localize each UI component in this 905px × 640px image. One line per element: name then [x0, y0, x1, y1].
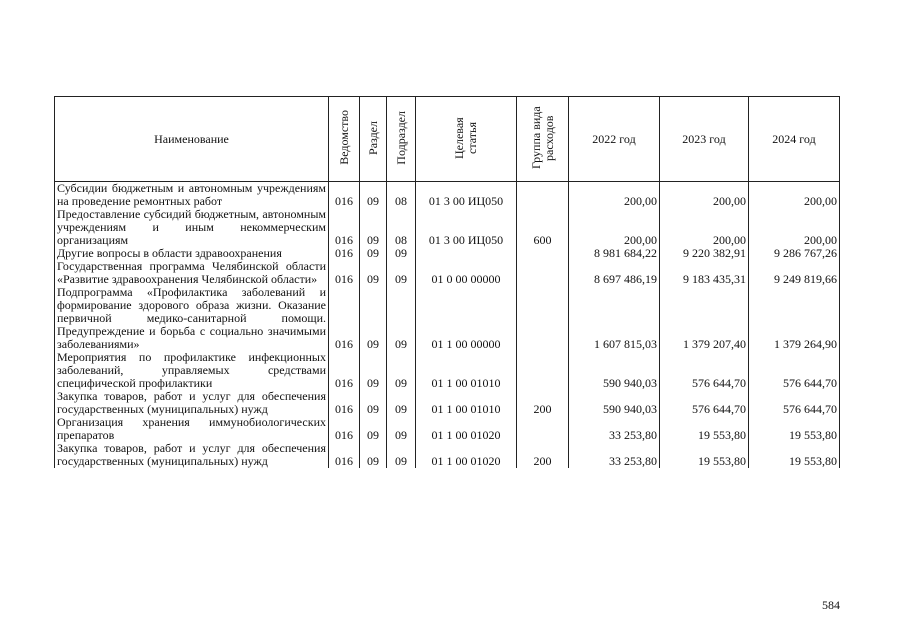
table-row [55, 286, 840, 351]
row-vedomstvo-cell: 016 [329, 247, 360, 260]
row-vedomstvo-cell: 016 [329, 442, 360, 468]
row-celevaya-cell: 01 1 00 01010 [416, 390, 517, 416]
table-row [55, 416, 840, 442]
row-gruppa-cell [517, 351, 569, 390]
row-2024-cell: 576 644,70 [749, 390, 840, 416]
row-celevaya-cell: 01 3 00 ИЦ050 [416, 182, 517, 209]
row-gruppa-cell: 200 [517, 442, 569, 468]
row-2024-cell: 9 249 819,66 [749, 260, 840, 286]
row-2022-cell: 33 253,80 [569, 442, 660, 468]
row-2022-cell: 33 253,80 [569, 416, 660, 442]
header-razdel [360, 97, 387, 182]
row-razdel-cell: 09 [360, 247, 387, 260]
row-name-cell: Субсидии бюджетным и автономным учреждениям на проведение ремонтных работ [55, 182, 329, 209]
header-gruppa [517, 97, 569, 182]
row-gruppa-cell [517, 260, 569, 286]
row-gruppa-cell [517, 247, 569, 260]
row-2024-cell: 19 553,80 [749, 416, 840, 442]
row-razdel-cell: 09 [360, 260, 387, 286]
page-number: 584 [822, 598, 840, 612]
header-celevaya [416, 97, 517, 182]
row-vedomstvo-cell: 016 [329, 286, 360, 351]
row-gruppa-cell: 600 [517, 208, 569, 247]
row-razdel-cell: 09 [360, 208, 387, 247]
header-vedomstvo-text: Ведомство [336, 110, 351, 165]
row-razdel-cell: 09 [360, 286, 387, 351]
row-2023-cell: 19 553,80 [660, 416, 749, 442]
budget-table [54, 96, 840, 468]
row-2024-cell: 200,00 [749, 182, 840, 209]
row-2024-cell: 9 286 767,26 [749, 247, 840, 260]
table-row [55, 260, 840, 286]
row-2022-cell: 8 981 684,22 [569, 247, 660, 260]
row-vedomstvo-cell: 016 [329, 182, 360, 209]
row-podrazdel-cell: 09 [387, 442, 416, 468]
header-podrazdel-text: Подраздел [393, 110, 408, 165]
row-2023-cell: 9 183 435,31 [660, 260, 749, 286]
row-gruppa-cell [517, 182, 569, 209]
row-celevaya-cell: 01 1 00 01010 [416, 351, 517, 390]
row-2022-cell: 8 697 486,19 [569, 260, 660, 286]
row-celevaya-cell: 01 3 00 ИЦ050 [416, 208, 517, 247]
row-vedomstvo-cell: 016 [329, 390, 360, 416]
row-podrazdel-cell: 08 [387, 208, 416, 247]
row-name-cell: Подпрограмма «Профилактика заболеваний и формирование здорового образа жизни. Оказание первичной медико-санитарной помощи. Предупреждение и борьба с социально значимыми заболеваниями» [55, 286, 329, 351]
table-row [55, 208, 840, 247]
row-2022-cell: 1 607 815,03 [569, 286, 660, 351]
table-row [55, 390, 840, 416]
row-name-cell: Государственная программа Челябинской области «Развитие здравоохранения Челябинской области» [55, 260, 329, 286]
row-name-cell: Предоставление субсидий бюджетным, автономным учреждениям и иным некоммерческим организациям [55, 208, 329, 247]
header-name [55, 97, 329, 182]
row-podrazdel-cell: 09 [387, 247, 416, 260]
row-razdel-cell: 09 [360, 390, 387, 416]
row-2023-cell: 1 379 207,40 [660, 286, 749, 351]
row-podrazdel-cell: 09 [387, 286, 416, 351]
row-podrazdel-cell: 09 [387, 390, 416, 416]
row-razdel-cell: 09 [360, 442, 387, 468]
row-razdel-cell: 09 [360, 182, 387, 209]
row-2022-cell: 200,00 [569, 208, 660, 247]
header-2022 [569, 97, 660, 182]
row-podrazdel-cell: 09 [387, 351, 416, 390]
header-name-text: Наименование [154, 131, 229, 146]
row-name-cell: Мероприятия по профилактике инфекционных заболеваний, управляемых средствами специфической профилактики [55, 351, 329, 390]
row-celevaya-cell: 01 1 00 00000 [416, 286, 517, 351]
row-name-cell: Закупка товаров, работ и услуг для обеспечения государственных (муниципальных) нужд [55, 390, 329, 416]
row-2023-cell: 576 644,70 [660, 390, 749, 416]
row-2023-cell: 200,00 [660, 208, 749, 247]
row-vedomstvo-cell: 016 [329, 351, 360, 390]
row-gruppa-cell [517, 286, 569, 351]
row-2024-cell: 1 379 264,90 [749, 286, 840, 351]
row-razdel-cell: 09 [360, 351, 387, 390]
header-gruppa-text: Группа вида расходов [528, 106, 556, 169]
row-podrazdel-cell: 09 [387, 416, 416, 442]
row-celevaya-cell [416, 247, 517, 260]
row-2023-cell: 200,00 [660, 182, 749, 209]
header-celevaya-text: Целевая статья [452, 116, 479, 159]
table-row [55, 351, 840, 390]
header-2024-text: 2024 год [772, 131, 816, 146]
row-celevaya-cell: 01 1 00 01020 [416, 442, 517, 468]
table-row [55, 442, 840, 468]
row-vedomstvo-cell: 016 [329, 416, 360, 442]
row-gruppa-cell [517, 416, 569, 442]
header-2023 [660, 97, 749, 182]
header-2024 [749, 97, 840, 182]
header-razdel-text: Раздел [365, 120, 380, 155]
row-name-cell: Закупка товаров, работ и услуг для обеспечения государственных (муниципальных) нужд [55, 442, 329, 468]
row-name-cell: Другие вопросы в области здравоохранения [55, 247, 329, 260]
row-podrazdel-cell: 08 [387, 182, 416, 209]
header-2023-text: 2023 год [682, 131, 726, 146]
header-vedomstvo [329, 97, 360, 182]
table-body [55, 182, 840, 469]
row-razdel-cell: 09 [360, 416, 387, 442]
row-2023-cell: 9 220 382,91 [660, 247, 749, 260]
row-2024-cell: 200,00 [749, 208, 840, 247]
row-vedomstvo-cell: 016 [329, 208, 360, 247]
header-podrazdel [387, 97, 416, 182]
row-celevaya-cell: 01 0 00 00000 [416, 260, 517, 286]
row-name-cell: Организация хранения иммунобиологических препаратов [55, 416, 329, 442]
row-2022-cell: 590 940,03 [569, 351, 660, 390]
row-2024-cell: 576 644,70 [749, 351, 840, 390]
row-vedomstvo-cell: 016 [329, 260, 360, 286]
row-2023-cell: 576 644,70 [660, 351, 749, 390]
row-celevaya-cell: 01 1 00 01020 [416, 416, 517, 442]
row-2023-cell: 19 553,80 [660, 442, 749, 468]
row-2022-cell: 590 940,03 [569, 390, 660, 416]
row-2024-cell: 19 553,80 [749, 442, 840, 468]
row-podrazdel-cell: 09 [387, 260, 416, 286]
row-2022-cell: 200,00 [569, 182, 660, 209]
table-row [55, 182, 840, 209]
header-2022-text: 2022 год [592, 131, 636, 146]
row-gruppa-cell: 200 [517, 390, 569, 416]
table-header-row [55, 97, 840, 182]
